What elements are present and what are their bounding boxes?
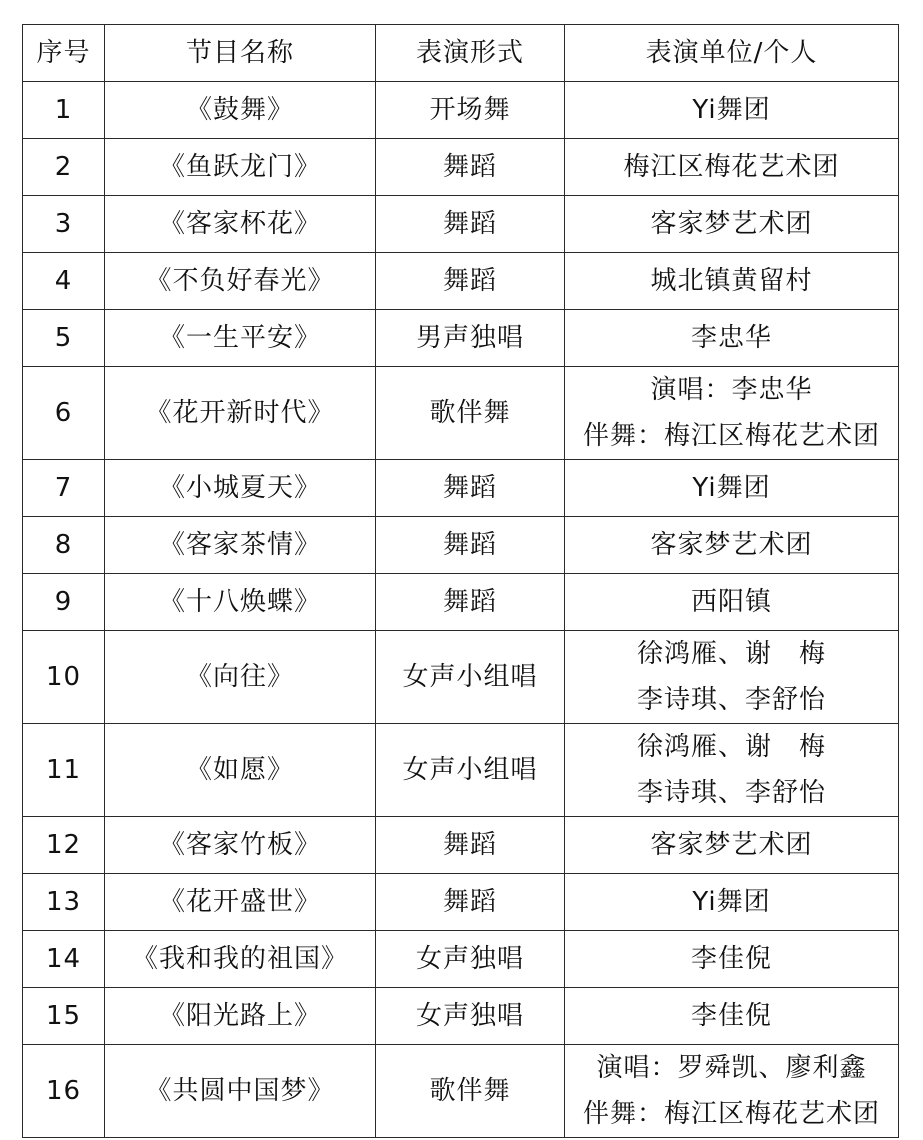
cell-form: 舞蹈: [376, 253, 565, 310]
performer-line: 演唱：罗舜凯、廖利鑫: [596, 1053, 867, 1083]
cell-performer: [565, 724, 899, 817]
table-row: [23, 196, 899, 253]
cell-title: 《客家竹板》: [105, 817, 376, 874]
performer-line: 客家梦艺术团: [650, 530, 813, 560]
cell-form: 开场舞: [376, 82, 565, 139]
performer-line: 李佳倪: [690, 1001, 772, 1031]
performer-line: 李诗琪、李舒怡: [636, 685, 826, 715]
cell-form: 女声独唱: [376, 931, 565, 988]
cell-performer: [565, 988, 899, 1045]
table-row: [23, 460, 899, 517]
cell-form: 舞蹈: [376, 139, 565, 196]
cell-number: 1: [23, 82, 105, 139]
cell-number: 15: [23, 988, 105, 1045]
cell-form: 男声独唱: [376, 310, 565, 367]
cell-performer: [565, 139, 899, 196]
cell-form: 舞蹈: [376, 196, 565, 253]
cell-performer: [565, 517, 899, 574]
cell-form: 女声独唱: [376, 988, 565, 1045]
cell-title: 《如愿》: [105, 724, 376, 817]
cell-number: 2: [23, 139, 105, 196]
table-row: [23, 1045, 899, 1138]
cell-performer: [565, 310, 899, 367]
cell-number: 12: [23, 817, 105, 874]
table-row: [23, 631, 899, 724]
cell-number: 14: [23, 931, 105, 988]
cell-performer: [565, 460, 899, 517]
table-row: [23, 139, 899, 196]
program-table: [22, 24, 899, 1138]
cell-form: 歌伴舞: [376, 367, 565, 460]
table-row: [23, 574, 899, 631]
cell-number: 4: [23, 253, 105, 310]
cell-number: 8: [23, 517, 105, 574]
performer-line: Yi舞团: [692, 887, 771, 917]
cell-form: 舞蹈: [376, 517, 565, 574]
cell-number: 9: [23, 574, 105, 631]
cell-number: 11: [23, 724, 105, 817]
cell-number: 13: [23, 874, 105, 931]
table-row: [23, 82, 899, 139]
cell-form: 舞蹈: [376, 874, 565, 931]
performer-line: 客家梦艺术团: [650, 830, 813, 860]
cell-performer: [565, 82, 899, 139]
performer-line: 徐鸿雁、谢 梅: [636, 639, 826, 669]
header-form: 表演形式: [376, 25, 565, 82]
cell-number: 16: [23, 1045, 105, 1138]
cell-title: 《客家茶情》: [105, 517, 376, 574]
cell-number: 10: [23, 631, 105, 724]
cell-title: 《鼓舞》: [105, 82, 376, 139]
cell-number: 7: [23, 460, 105, 517]
table-row: [23, 817, 899, 874]
performer-line: Yi舞团: [692, 95, 771, 125]
table-row: [23, 874, 899, 931]
table-row: [23, 367, 899, 460]
cell-performer: [565, 931, 899, 988]
table-row: [23, 253, 899, 310]
cell-number: 6: [23, 367, 105, 460]
cell-performer: [565, 574, 899, 631]
cell-performer: [565, 817, 899, 874]
table-body: [23, 82, 899, 1138]
cell-form: 舞蹈: [376, 460, 565, 517]
table-row: [23, 517, 899, 574]
cell-performer: [565, 367, 899, 460]
table-row: [23, 931, 899, 988]
cell-performer: [565, 1045, 899, 1138]
performer-line: 演唱：李忠华: [650, 375, 813, 405]
cell-performer: [565, 253, 899, 310]
cell-title: 《小城夏天》: [105, 460, 376, 517]
performer-line: 梅江区梅花艺术团: [623, 152, 840, 182]
cell-form: 女声小组唱: [376, 724, 565, 817]
cell-title: 《一生平安》: [105, 310, 376, 367]
performer-line: Yi舞团: [692, 473, 771, 503]
performer-line: 徐鸿雁、谢 梅: [636, 732, 826, 762]
performer-line: 伴舞：梅江区梅花艺术团: [582, 1099, 880, 1129]
cell-title: 《十八焕蝶》: [105, 574, 376, 631]
cell-title: 《客家杯花》: [105, 196, 376, 253]
performer-line: 客家梦艺术团: [650, 209, 813, 239]
cell-number: 3: [23, 196, 105, 253]
cell-title: 《我和我的祖国》: [105, 931, 376, 988]
table-row: [23, 724, 899, 817]
performer-line: 伴舞：梅江区梅花艺术团: [582, 421, 880, 451]
table-row: [23, 310, 899, 367]
cell-performer: [565, 196, 899, 253]
cell-number: 5: [23, 310, 105, 367]
header-row: [23, 25, 899, 82]
cell-title: 《向往》: [105, 631, 376, 724]
cell-form: 歌伴舞: [376, 1045, 565, 1138]
cell-performer: [565, 874, 899, 931]
header-title: 节目名称: [105, 25, 376, 82]
table-row: [23, 988, 899, 1045]
performer-line: 李佳倪: [690, 944, 772, 974]
cell-form: 女声小组唱: [376, 631, 565, 724]
performer-line: 西阳镇: [690, 587, 772, 617]
cell-form: 舞蹈: [376, 817, 565, 874]
cell-title: 《鱼跃龙门》: [105, 139, 376, 196]
cell-form: 舞蹈: [376, 574, 565, 631]
cell-title: 《不负好春光》: [105, 253, 376, 310]
cell-title: 《花开盛世》: [105, 874, 376, 931]
header-number: 序号: [23, 25, 105, 82]
cell-title: 《阳光路上》: [105, 988, 376, 1045]
cell-performer: [565, 631, 899, 724]
cell-title: 《共圆中国梦》: [105, 1045, 376, 1138]
cell-title: 《花开新时代》: [105, 367, 376, 460]
header-performer: 表演单位/个人: [565, 25, 899, 82]
performer-line: 李诗琪、李舒怡: [636, 778, 826, 808]
performer-line: 城北镇黄留村: [650, 266, 813, 296]
performer-line: 李忠华: [690, 323, 772, 353]
